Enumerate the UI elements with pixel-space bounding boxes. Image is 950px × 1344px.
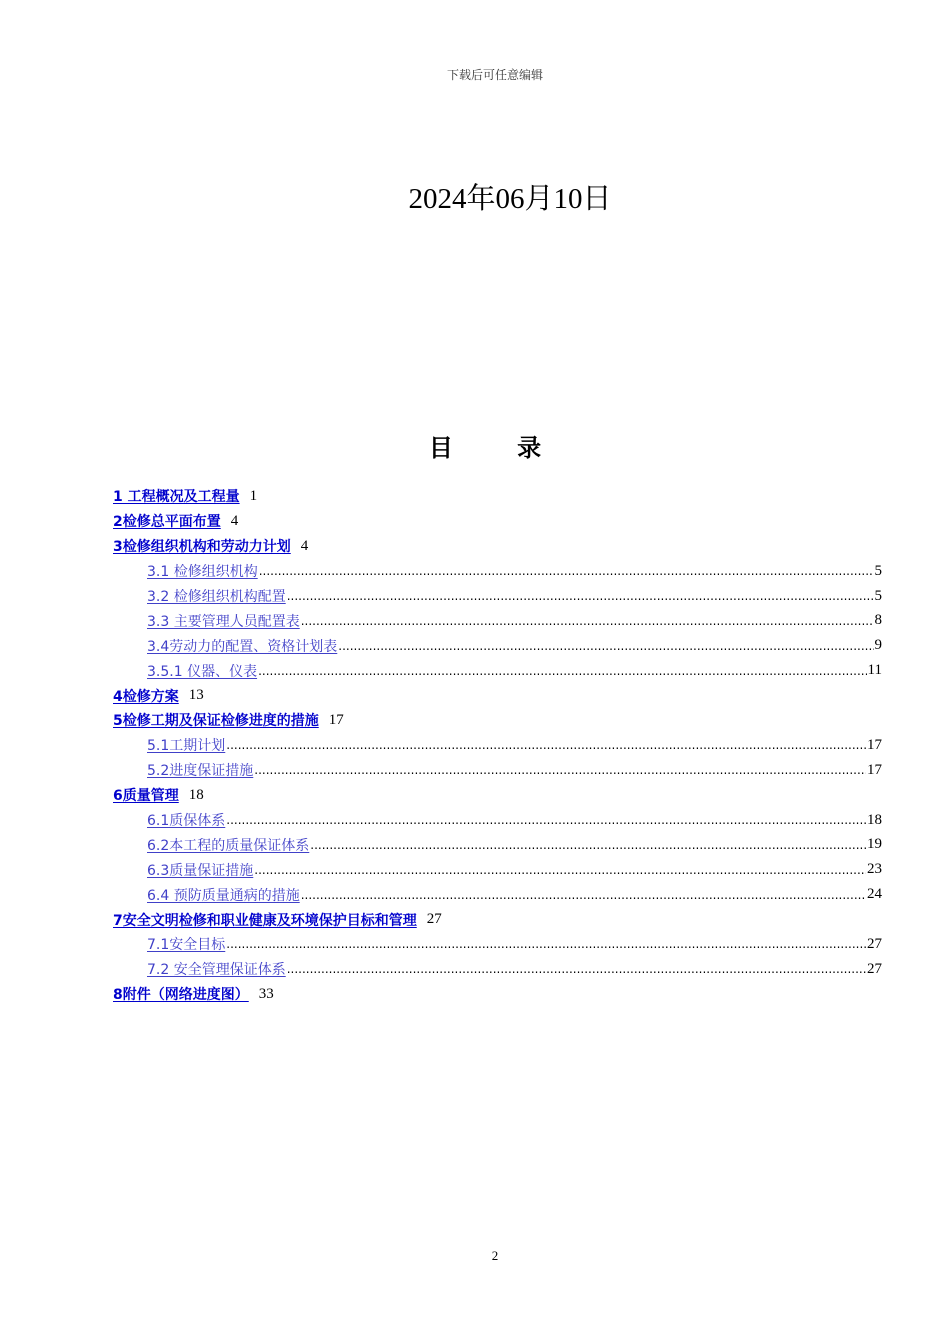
toc-page-number: 4 [230, 512, 239, 529]
toc-dot-leader [226, 813, 866, 827]
toc-entry[interactable] [113, 783, 882, 808]
toc-page-number: 8 [874, 612, 882, 629]
toc-entry-link[interactable]: 3.4劳动力的配置、资格计划表 [147, 638, 338, 655]
toc-entry-link[interactable]: 3.5.1 仪器、仪表 [147, 663, 258, 680]
toc-entry-link[interactable]: 4检修方案 [113, 688, 179, 705]
toc-entry-link[interactable]: 2检修总平面布置 [113, 514, 221, 531]
toc-dot-leader [258, 664, 866, 678]
toc-page-number: 27 [867, 935, 882, 952]
toc-entry-link[interactable]: 6.2本工程的质量保证体系 [147, 837, 310, 854]
toc-subentry[interactable] [113, 957, 882, 982]
toc-dot-leader [226, 738, 866, 752]
toc-entry-link[interactable]: 1 工程概况及工程量 [113, 489, 240, 506]
toc-entry-link[interactable]: 5.2进度保证措施 [147, 763, 254, 780]
toc-page-number: 17 [867, 761, 882, 778]
page-header: 下载后可任意编辑 [446, 68, 543, 82]
toc-entry-link[interactable]: 3.2 检修组织机构配置 [147, 589, 286, 605]
toc-entry-link[interactable]: 6.3质量保证措施 [147, 862, 254, 879]
toc-subentry[interactable] [113, 758, 882, 783]
toc-title: 目 录 [428, 434, 570, 462]
toc-subentry[interactable] [113, 832, 882, 857]
toc-dot-leader [338, 639, 873, 653]
toc-dot-leader [259, 564, 874, 578]
toc-dot-leader [287, 962, 866, 976]
toc-entry-link[interactable]: 5检修工期及保证检修进度的措施 [113, 713, 319, 730]
toc-dot-leader [301, 614, 874, 628]
toc-entry[interactable] [113, 509, 882, 534]
document-date: 2024年06月10日 [408, 183, 612, 215]
toc-page-number: 1 [249, 487, 258, 504]
toc-page-number: 9 [874, 637, 882, 654]
toc-dot-leader [254, 863, 866, 877]
toc-page-number: 24 [867, 886, 882, 903]
toc-subentry[interactable] [113, 932, 882, 957]
toc-subentry[interactable] [113, 584, 882, 609]
toc-entry-link[interactable]: 6质量管理 [113, 788, 179, 805]
toc-entry-link[interactable]: 8附件（网络进度图） [113, 987, 249, 1004]
toc-entry-link[interactable]: 3.3 主要管理人员配置表 [147, 613, 300, 630]
toc-page-number: 19 [867, 836, 882, 853]
toc-page-number: 5 [874, 562, 882, 579]
toc-page-number: 11 [867, 662, 882, 679]
toc-page-number: 17 [867, 736, 882, 753]
toc-page-number: 17 [328, 711, 344, 728]
toc-subentry[interactable] [113, 733, 882, 758]
toc-dot-leader [301, 888, 866, 902]
toc-page-number: 4 [300, 537, 309, 554]
toc-subentry[interactable] [113, 882, 882, 907]
toc-entry-link[interactable]: 3检修组织机构和劳动力计划 [113, 539, 291, 556]
toc-entry-link[interactable]: 6.1质保体系 [147, 813, 226, 830]
toc-entry[interactable] [113, 484, 882, 509]
toc-dot-leader [287, 589, 874, 603]
toc-page-number: 13 [188, 687, 204, 704]
table-of-contents [113, 484, 882, 1007]
toc-entry-link[interactable]: 7.1安全目标 [147, 937, 226, 954]
toc-page-number: 27 [426, 911, 442, 928]
toc-page-number: 33 [258, 985, 274, 1002]
toc-subentry[interactable] [113, 608, 882, 633]
toc-entry-link[interactable]: 7安全文明检修和职业健康及环境保护目标和管理 [113, 912, 417, 929]
toc-page-number: 23 [867, 861, 882, 878]
page-number: 2 [491, 1248, 499, 1263]
toc-subentry[interactable] [113, 633, 882, 658]
toc-entry-link[interactable]: 7.2 安全管理保证体系 [147, 962, 286, 979]
toc-entry[interactable] [113, 982, 882, 1007]
toc-entry[interactable] [113, 708, 882, 733]
toc-page-number: 27 [867, 960, 882, 977]
toc-entry[interactable] [113, 907, 882, 932]
toc-subentry[interactable] [113, 658, 882, 683]
toc-page-number: 18 [188, 786, 204, 803]
toc-dot-leader [310, 838, 866, 852]
toc-subentry[interactable] [113, 559, 882, 584]
toc-entry[interactable] [113, 534, 882, 559]
toc-subentry[interactable] [113, 808, 882, 833]
toc-page-number: 5 [874, 587, 882, 604]
toc-subentry[interactable] [113, 857, 882, 882]
toc-dot-leader [226, 937, 866, 951]
toc-entry-link[interactable]: 6.4 预防质量通病的措施 [147, 887, 300, 904]
toc-page-number: 18 [867, 811, 882, 828]
toc-entry-link[interactable]: 3.1 检修组织机构 [147, 564, 258, 581]
toc-dot-leader [254, 763, 866, 777]
toc-entry[interactable] [113, 683, 882, 708]
toc-entry-link[interactable]: 5.1工期计划 [147, 738, 226, 755]
